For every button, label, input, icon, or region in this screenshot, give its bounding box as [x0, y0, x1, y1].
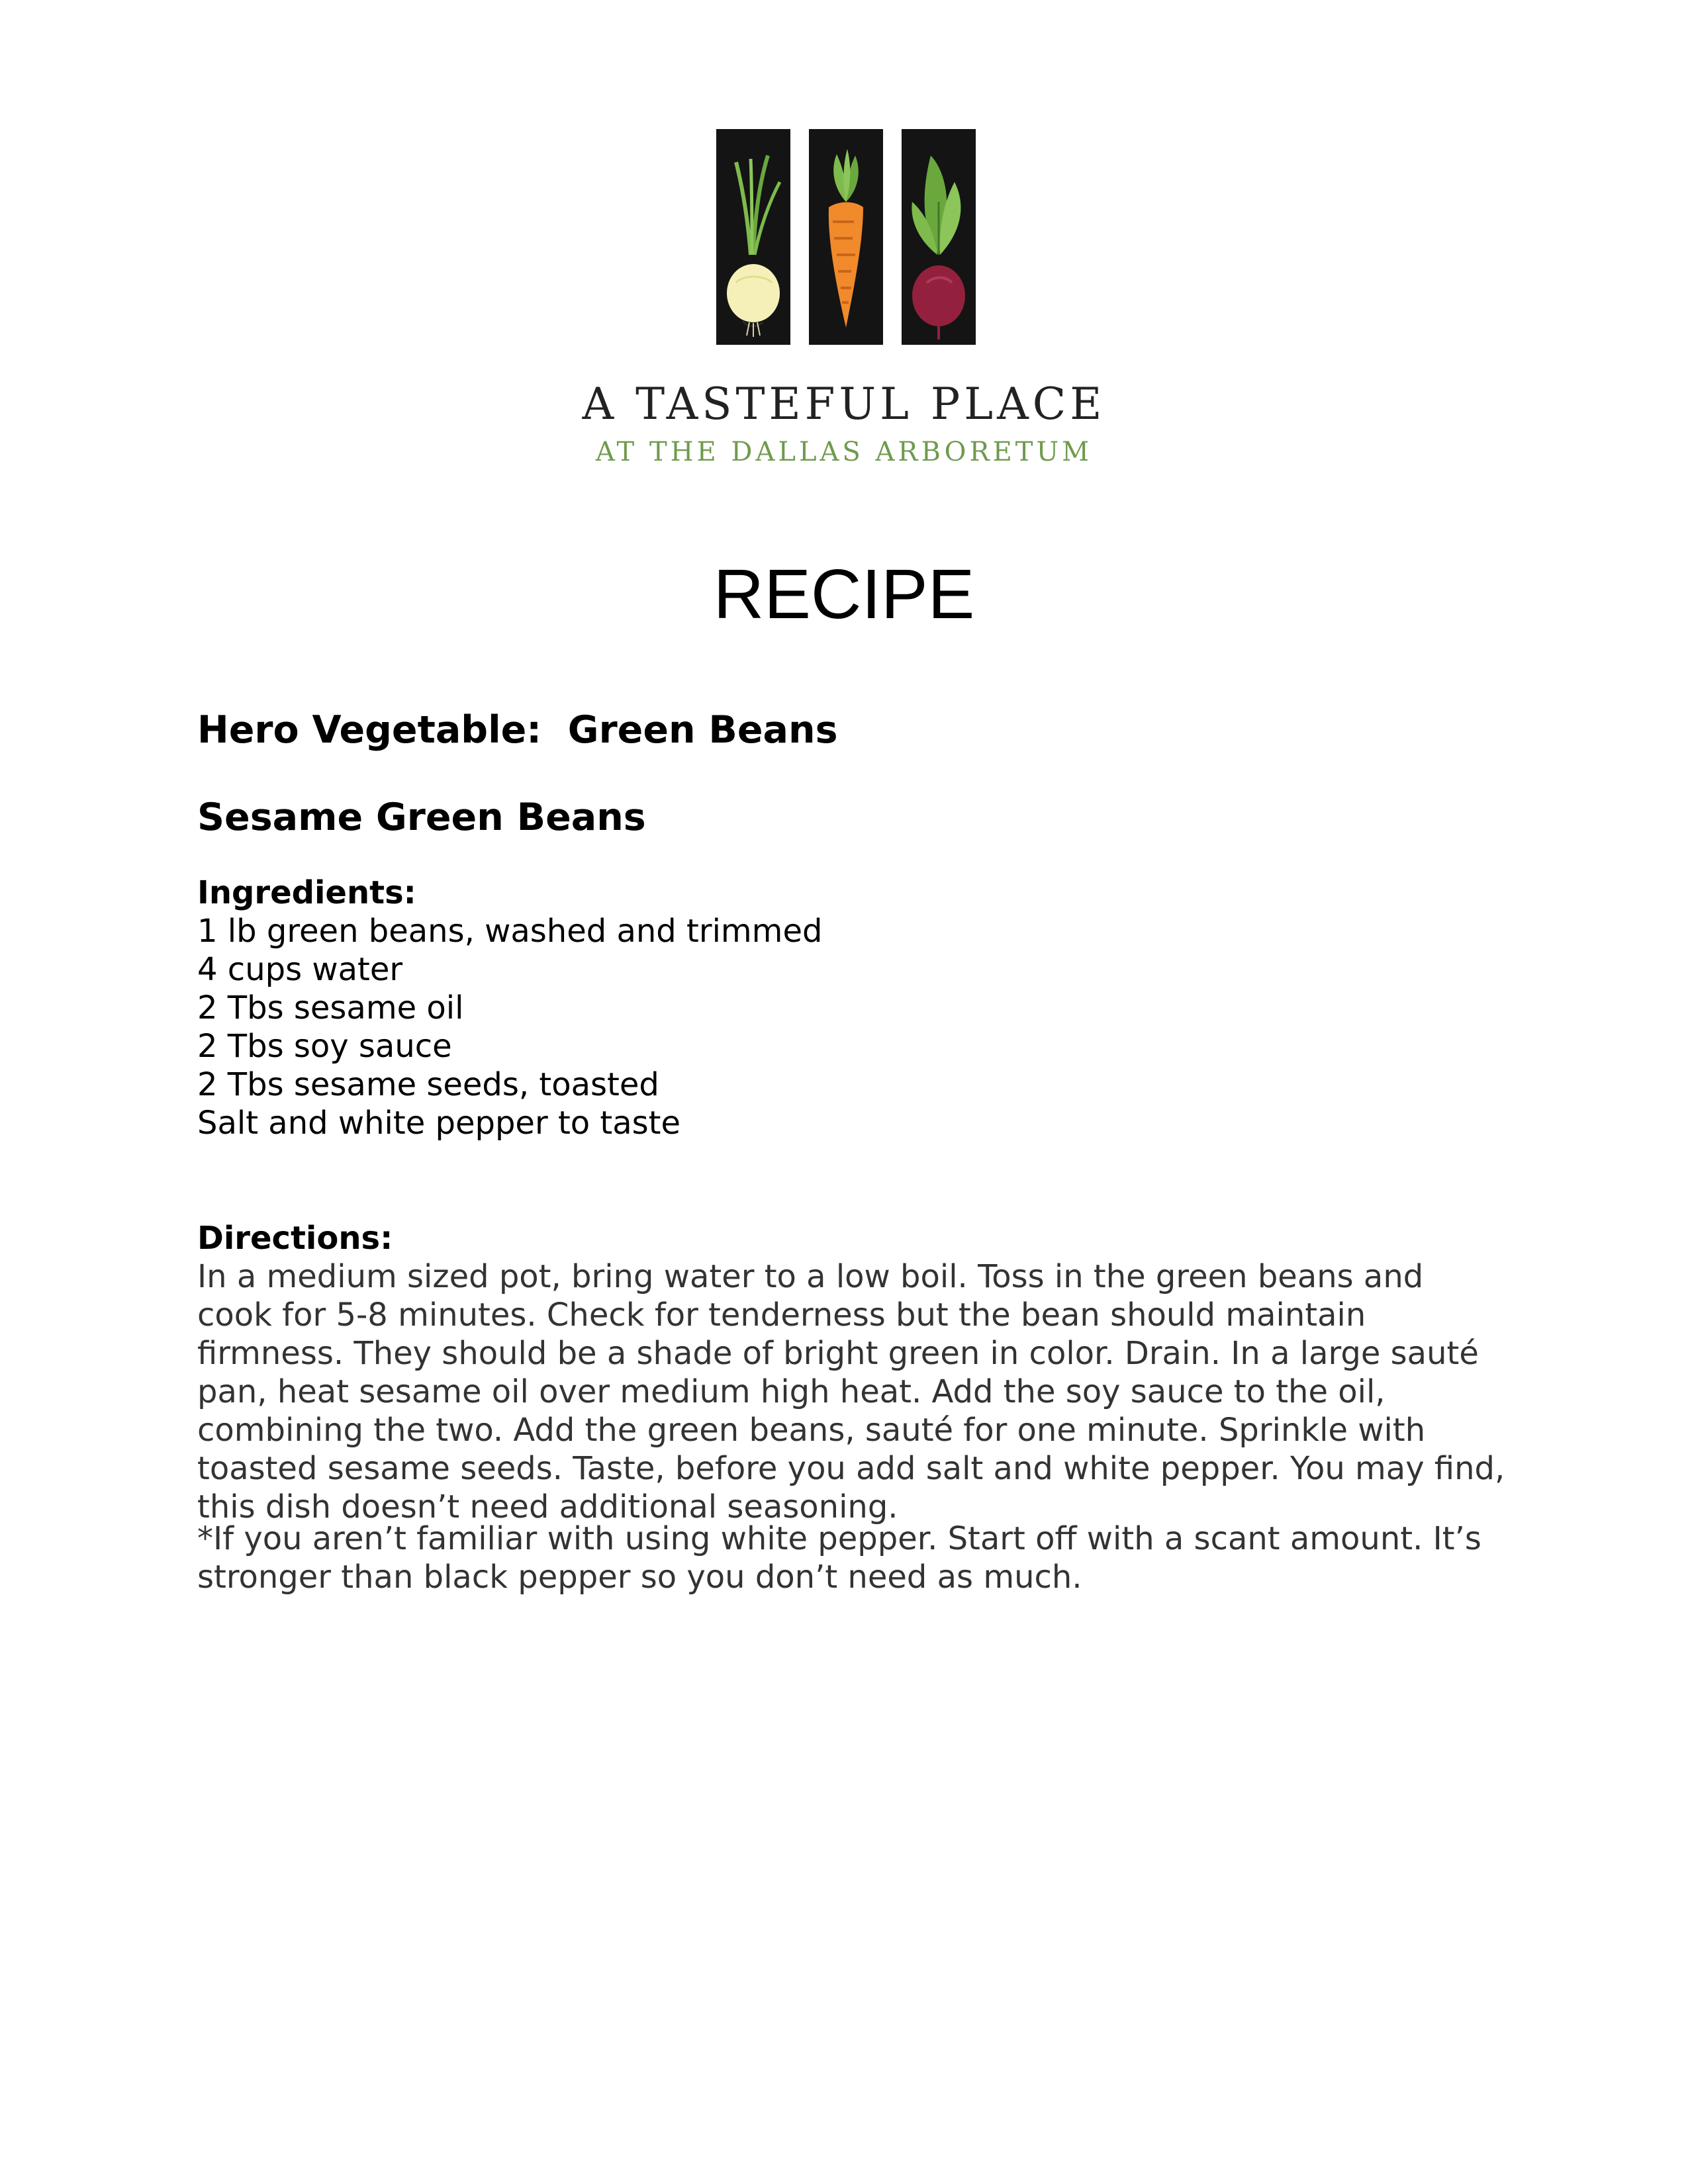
pepper-note: *If you aren’t familiar with using white pepper. Start off with a scant amount. It’s stronger than black pepper so you don’t need as much.	[197, 1520, 1481, 1596]
page-title: RECIPE	[713, 555, 975, 633]
ingredients-section	[197, 874, 1508, 1142]
ingredient-item: 2 Tbs sesame seeds, toasted	[197, 1066, 659, 1103]
directions-section	[197, 1219, 1508, 1526]
directions-text: In a medium sized pot, bring water to a low boil. Toss in the green beans and cook for 5-8 minutes. Check for tenderness but the bean should maintain firmness. They should be a shade of bright green in color. Drain. In a large sauté pan, heat sesame oil over medium high heat. Add the soy sauce to the oil, combining the two. Add the green beans, sauté for one minute. Sprinkle with toasted sesame seeds. Taste, before you add salt and white pepper. You may find, this dish doesn’t need additional seasoning.	[197, 1258, 1505, 1525]
carrot-icon	[809, 129, 883, 345]
beet-icon	[902, 129, 976, 345]
ingredient-item: 2 Tbs sesame oil	[197, 989, 464, 1026]
logo-subtitle: AT THE DALLAS ARBORETUM	[595, 437, 1093, 467]
logo	[716, 129, 976, 345]
ingredient-item: Salt and white pepper to taste	[197, 1105, 680, 1142]
directions-label: Directions:	[197, 1220, 393, 1257]
onion-icon	[716, 129, 790, 345]
ingredient-item: 1 lb green beans, washed and trimmed	[197, 913, 823, 950]
logo-title: A TASTEFUL PLACE	[582, 379, 1106, 430]
ingredients-label: Ingredients:	[197, 874, 416, 911]
ingredient-item: 2 Tbs soy sauce	[197, 1028, 452, 1065]
hero-vegetable: Hero Vegetable: Green Beans	[197, 708, 838, 752]
ingredients-list	[197, 912, 1508, 1142]
ingredient-item: 4 cups water	[197, 951, 403, 988]
recipe-title: Sesame Green Beans	[197, 796, 646, 839]
